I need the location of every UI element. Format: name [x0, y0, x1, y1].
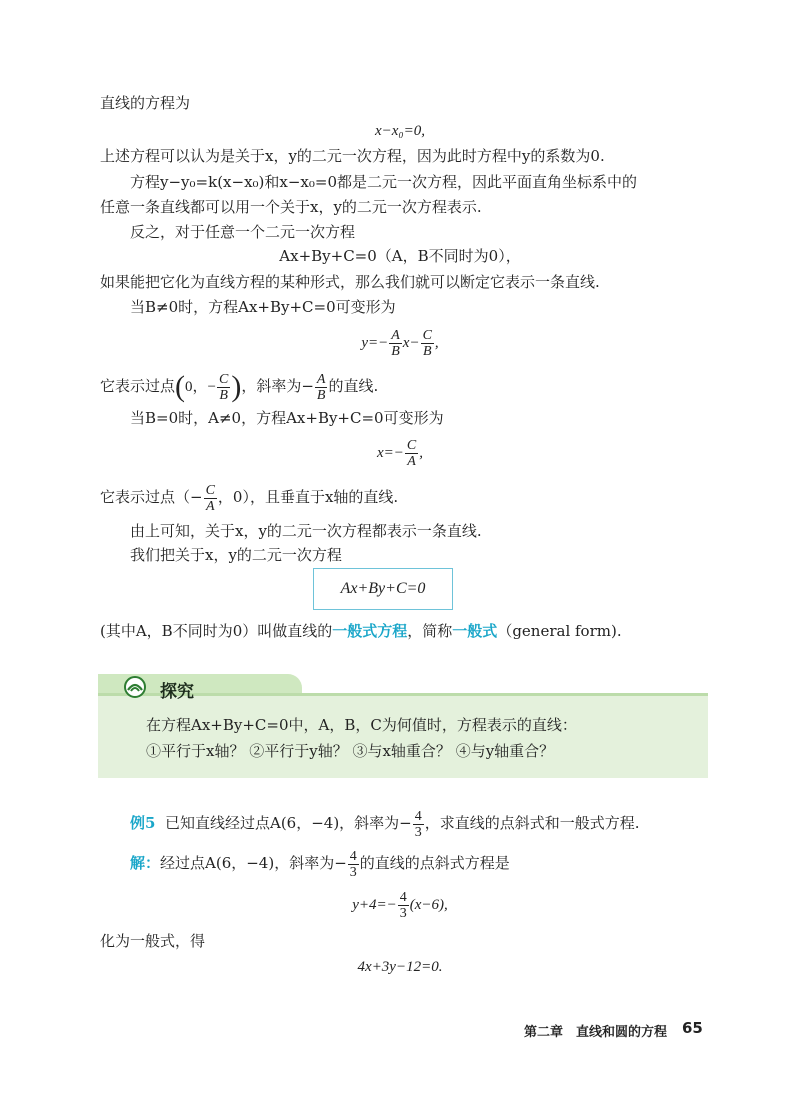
paragraph-13: 化为一般式，得: [100, 932, 206, 950]
explore-line-2: ①平行于x轴？ ②平行于y轴？ ③与x轴重合？ ④与y轴重合？: [146, 742, 555, 760]
paragraph-3a: 方程y−y₀=k(x−x₀)和x−x₀=0都是二元一次方程，因此平面直角坐标系中的: [130, 173, 638, 191]
equation-result: 4x+3y−12=0.: [357, 959, 443, 975]
solution-label: 解：: [130, 854, 161, 872]
paragraph-5: 如果能把它化为直线方程的某种形式，那么我们就可以断定它表示一条直线.: [100, 273, 600, 291]
paragraph-3b: 任意一条直线都可以用一个关于x，y的二元一次方程表示.: [100, 198, 482, 216]
explore-box: [98, 694, 708, 778]
paragraph-11: 我们把关于x，y的二元一次方程: [130, 546, 342, 564]
paragraph-9: 它表示过点（− $\frac{C}{A}$ ，0），且垂直于x轴的直线.: [100, 482, 399, 514]
paragraph-6: 当B≠0时，方程Ax+By+C=0可变形为: [130, 298, 396, 316]
explore-title: 探究: [160, 682, 194, 702]
example-5: 例5 已知直线经过点A(6，−4)，斜率为− $\frac{4}{3}$ ，求直线的点斜式和一般式方程.: [130, 808, 640, 840]
equation-general: Ax+By+C=0（A，B不同时为0），: [279, 247, 521, 265]
term-general-equation: 一般式方程: [332, 622, 408, 640]
page-number: 65: [682, 1019, 703, 1037]
paragraph-8: 当B=0时，A≠0，方程Ax+By+C=0可变形为: [130, 409, 444, 427]
boxed-general-equation: Ax+By+C=0: [313, 568, 453, 610]
equation-vertical: x=− $\frac{C}{A}$ ,: [377, 438, 423, 470]
paragraph-2: 上述方程可以认为是关于x，y的二元一次方程，因为此时方程中y的系数为0.: [100, 147, 605, 165]
explore-icon: [124, 676, 146, 698]
example-label: 例5: [130, 814, 156, 832]
footer-chapter: 第二章 直线和圆的方程: [524, 1025, 668, 1040]
paragraph-12: (其中A，B不同时为0）叫做直线的一般式方程，简称一般式（general form).: [100, 622, 622, 640]
paragraph-4: 反之，对于任意一个二元一次方程: [130, 223, 356, 241]
paragraph-1: 直线的方程为: [100, 94, 191, 112]
solution: 解：经过点A(6，−4)，斜率为− $\frac{4}{3}$ 的直线的点斜式方程是: [130, 848, 510, 880]
term-general-form: 一般式: [452, 622, 498, 640]
paragraph-7: 它表示过点(0，− $\frac{C}{B}$ )，斜率为− $\frac{A}{B}$ 的直线.: [100, 370, 379, 403]
equation-vertical-line: x−x₀=0,: [374, 123, 426, 139]
explore-line-1: 在方程Ax+By+C=0中，A，B，C为何值时，方程表示的直线：: [146, 716, 577, 734]
equation-slope-intercept: y=− $\frac{A}{B}$ x− $\frac{C}{B}$ ,: [361, 328, 439, 360]
equation-point-slope: y+4=− $\frac{4}{3}$ (x−6),: [352, 890, 448, 922]
paragraph-10: 由上可知，关于x，y的二元一次方程都表示一条直线.: [130, 522, 482, 540]
